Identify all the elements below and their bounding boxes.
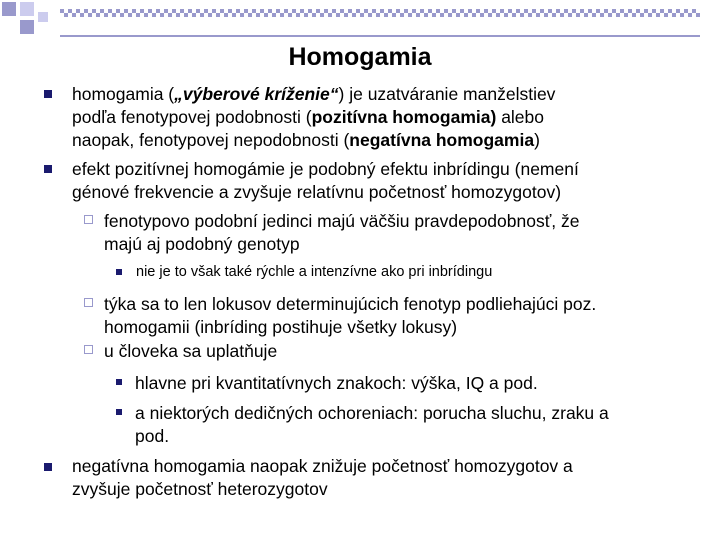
- p2c2-line2: pod.: [135, 426, 170, 446]
- top-checker-band: [60, 9, 700, 17]
- p2c1-line: hlavne pri kvantitatívnych znakoch: výška, IQ a pod.: [135, 373, 538, 393]
- p2a-line1: fenotypovo podobní jedinci majú väčšiu pravdepodobnosť, že: [104, 211, 580, 231]
- p1-emphasis: „výberové kríženie“: [174, 84, 339, 104]
- corner-squares-decoration: [0, 0, 60, 40]
- p1-line1: homogamia („výberové kríženie“) je uzatváranie manželstiev: [72, 84, 556, 104]
- p2c2-line1: a niektorých dedičných ochoreniach: porucha sluchu, zraku a: [135, 403, 609, 423]
- p2b-line1: týka sa to len lokusov determinujúcich fenotyp podliehajúci poz.: [104, 294, 597, 314]
- p2a1-line: nie je to však také rýchle a intenzívne ako pri inbrídingu: [136, 264, 493, 280]
- level2-bullet: [84, 215, 93, 224]
- level1-bullet: [44, 463, 52, 471]
- level3-bullet: [116, 269, 122, 275]
- p2-line2: génové frekvencie a zvyšuje relatívnu početnosť homozygotov): [72, 182, 562, 202]
- level2-bullet: [84, 298, 93, 307]
- slide-title: Homogamia: [288, 43, 432, 71]
- level2-bullet: [84, 345, 93, 354]
- p1-line2: podľa fenotypovej podobnosti (pozitívna homogamia) alebo: [72, 107, 545, 127]
- p3-line1: negatívna homogamia naopak znižuje početnosť homozygotov a: [72, 456, 573, 476]
- p3-line2: zvyšuje početnosť heterozygotov: [72, 479, 328, 499]
- p2b-line2: homogamii (inbríding postihuje všetky lokusy): [104, 317, 458, 337]
- title-rule: [60, 35, 700, 37]
- level1-bullet: [44, 90, 52, 98]
- level3-bullet: [116, 379, 122, 385]
- p2a-line2: majú aj podobný genotyp: [104, 234, 300, 254]
- p2c-line: u človeka sa uplatňuje: [104, 341, 278, 361]
- level1-bullet: [44, 165, 52, 173]
- p2-line1: efekt pozitívnej homogámie je podobný efektu inbrídingu (nemení: [72, 159, 579, 179]
- level3-bullet: [116, 409, 122, 415]
- p1-line3: naopak, fenotypovej nepodobnosti (negatívna homogamia): [72, 130, 540, 150]
